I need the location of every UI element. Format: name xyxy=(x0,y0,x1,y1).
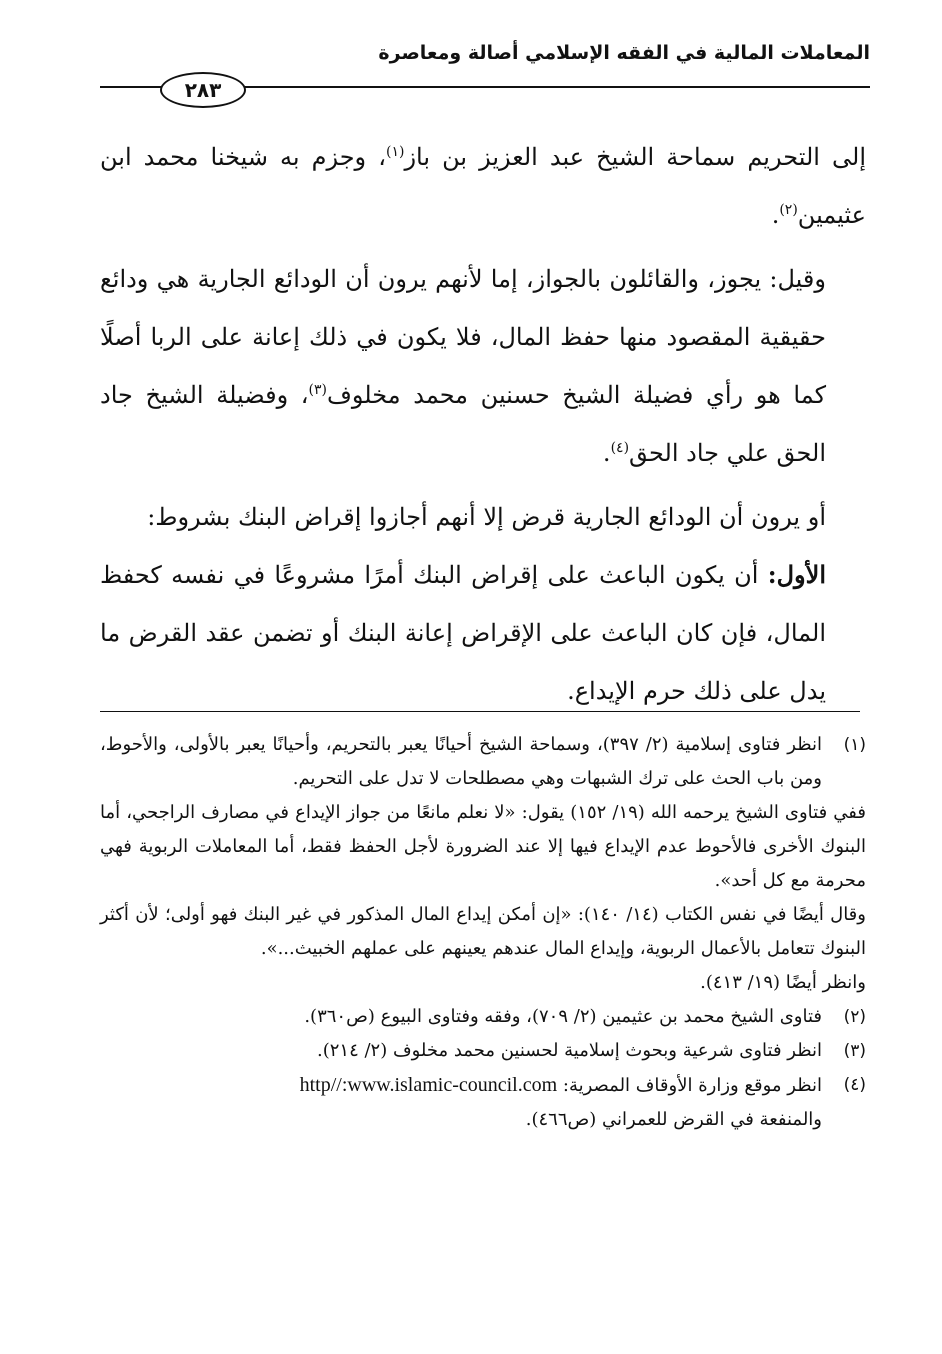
footnote-4-lead: انظر موقع وزارة الأوقاف المصرية: xyxy=(557,1075,822,1096)
footnote-separator xyxy=(100,711,860,712)
paragraph-2-text-c: . xyxy=(602,439,611,467)
footnote-3-text: انظر فتاوى شرعية وبحوث إسلامية لحسنين محمد مخلوف (٢/ ٢١٤). xyxy=(316,1040,822,1061)
paragraph-1 xyxy=(100,128,866,244)
footnote-2-text: فتاوى الشيخ محمد بن عثيمين (٢/ ٧٠٩)، وفقه وفتاوى البيوع (ص٣٦٠). xyxy=(304,1006,822,1027)
footnote-ref-3: (٣) xyxy=(308,382,328,398)
paragraph-4-text: أن يكون الباعث على إقراض البنك أمرًا مشروعًا في نفسه كحفظ المال، فإن كان الباعث على الإقراض إعانة البنك أو تضمن عقد القرض ما يدل على ذلك حرم الإيداع. xyxy=(100,561,826,705)
footnote-1-text: انظر فتاوى إسلامية (٢/ ٣٩٧)، وسماحة الشيخ أحيانًا يعبر بالتحريم، وأحيانًا يعبر بالأولى، والأحوط، ومن باب الحث على ترك الشبهات وهي مصطلحات لا تدل على التحريم. xyxy=(100,734,822,789)
footnote-4-text xyxy=(100,1068,822,1103)
footnote-2-number: (٢) xyxy=(843,1007,866,1027)
footnote-2 xyxy=(100,1000,866,1034)
footnote-ref-1: (١) xyxy=(385,144,405,160)
footnote-ref-2: (٢) xyxy=(779,202,798,218)
running-head-title: المعاملات المالية في الفقه الإسلامي أصالة ومعاصرة xyxy=(378,42,870,64)
footnote-1-continuation-1: ففي فتاوى الشيخ يرحمه الله (١٩/ ١٥٢) يقول: «لا نعلم مانعًا من جواز الإيداع في مصارف الراجحي، أما البنوك الأخرى فالأحوط عدم الإيداع فيها إلا عند الضرورة لأجل الحفظ فقط، أما المعاملات الربوية فهي محرمة مع كل أحد». xyxy=(100,802,866,891)
page-number-text: ٢٨٣ xyxy=(184,78,222,102)
footnote-4-url: http//:www.islamic-council.com xyxy=(299,1074,558,1096)
footnote-3-number: (٣) xyxy=(843,1041,866,1061)
paragraph-2-text-a: وقيل: يجوز، والقائلون بالجواز، إما لأنهم يرون أن الودائع الجارية هي ودائع حقيقية المقصود منها حفظ المال، فلا يكون في ذلك إعانة على الربا أصلًا كما هو رأي فضيلة الشيخ حسنين محمد مخلوف xyxy=(100,265,827,409)
paragraph-1-text-c: . xyxy=(771,201,780,229)
paragraph-4-lead: الأول: xyxy=(767,560,826,589)
footnotes xyxy=(100,728,866,1137)
paragraph-3: أو يرون أن الودائع الجارية قرض إلا أنهم أجازوا إقراض البنك بشروط: xyxy=(147,503,826,531)
paragraph-4 xyxy=(100,546,866,720)
footnote-1-continuation-3: وانظر أيضًا (١٩/ ٤١٣). xyxy=(700,972,866,993)
paragraph-2-text-b: ، وفضيلة الشيخ جاد الحق علي جاد الحق xyxy=(100,381,826,467)
page-number xyxy=(160,72,246,108)
main-text xyxy=(100,128,866,720)
footnote-4-continuation: والمنفعة في القرض للعمراني (ص٤٦٦). xyxy=(525,1109,822,1130)
footnote-1-continuation-2: وقال أيضًا في نفس الكتاب (١٤/ ١٤٠): «إن أمكن إيداع المال المذكور في غير البنك فهو أولى؛ لأن أكثر البنوك تتعامل بالأعمال الربوية، وإيداع المال عندهم يعينهم على عملهم الخبيث...». xyxy=(100,904,866,959)
paragraph-1-text-a: إلى التحريم سماحة الشيخ عبد العزيز بن باز xyxy=(404,143,866,171)
footnote-ref-4: (٤) xyxy=(610,440,630,456)
paragraph-1-text-b: ، وجزم به شيخنا محمد ابن عثيمين xyxy=(100,143,866,229)
paragraph-2 xyxy=(100,250,866,482)
footnote-3 xyxy=(100,1034,866,1068)
footnote-4 xyxy=(100,1068,866,1103)
footnote-1-number: (١) xyxy=(843,735,866,755)
footnote-4-number: (٤) xyxy=(843,1075,866,1095)
footnote-1 xyxy=(100,728,866,796)
